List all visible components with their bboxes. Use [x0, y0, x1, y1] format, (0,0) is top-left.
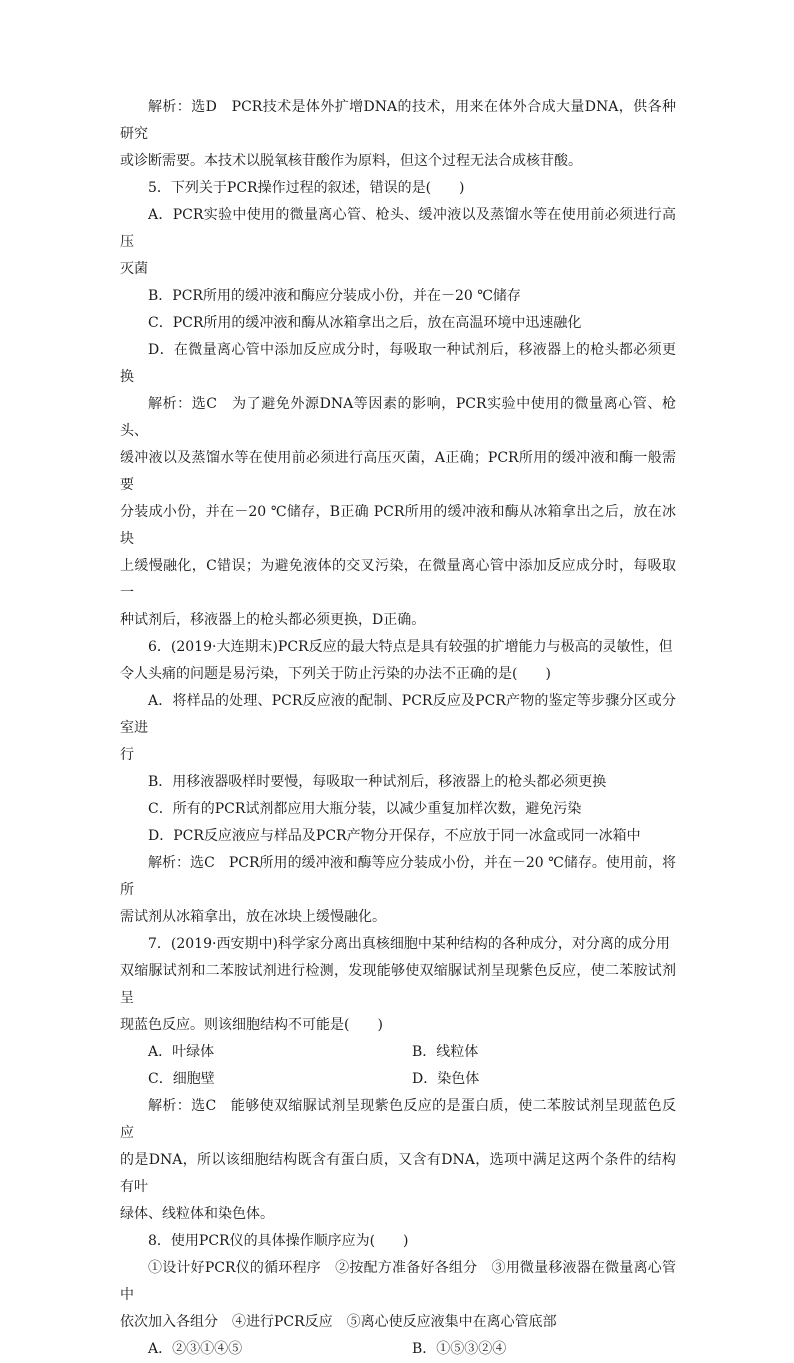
line-q5-a1: A．PCR实验中使用的微量离心管、枪头、缓冲液以及蒸馏水等在使用前必须进行高压 — [120, 207, 676, 250]
option-item: D．染色体 — [412, 1071, 480, 1087]
line-ana5-l2: 缓冲液以及蒸馏水等在使用前必须进行高压灭菌，A正确；PCR所用的缓冲液和酶一般需要 — [120, 450, 676, 493]
line-ana5-l5: 种试剂后，移液器上的枪头都必须更换，D正确。 — [120, 612, 426, 628]
option-item: B．线粒体 — [412, 1044, 479, 1060]
text-block-1 — [120, 94, 676, 1039]
line-ana5-l3: 分装成小份，并在－20 ℃储存，B正确 PCR所用的缓冲液和酶从冰箱拿出之后，放在冰块 — [120, 504, 676, 547]
line-q5-b: B．PCR所用的缓冲液和酶应分装成小份，并在－20 ℃储存 — [148, 288, 521, 304]
option-item: A．叶绿体 — [148, 1044, 215, 1060]
option-row — [120, 1336, 676, 1363]
line-q6-d: D．PCR反应液应与样品及PCR产物分开保存，不应放于同一冰盒或同一冰箱中 — [148, 828, 641, 844]
line-q6-l2: 令人头痛的问题是易污染，下列关于防止污染的办法不正确的是( ) — [120, 666, 551, 682]
line-ana7-l2: 的是DNA，所以该细胞结构既含有蛋白质，又含有DNA，选项中满足这两个条件的结构有叶 — [120, 1152, 676, 1195]
line-ana4-l2: 或诊断需要。本技术以脱氧核苷酸作为原料，但这个过程无法合成核苷酸。 — [120, 153, 582, 169]
line-q8-s1: ①设计好PCR仪的循环程序 ②按配方准备好各组分 ③用微量移液器在微量离心管中 — [120, 1260, 676, 1303]
line-ana4-l1: 解析：选D PCR技术是体外扩增DNA的技术，用来在体外合成大量DNA，供各种研究 — [120, 99, 676, 142]
option-row — [120, 1066, 676, 1093]
line-q8: 8．使用PCR仪的具体操作顺序应为( ) — [148, 1233, 409, 1249]
text-block-2 — [120, 1093, 676, 1336]
option-item: B．①⑤③②④ — [412, 1341, 507, 1357]
line-q5-d: D．在微量离心管中添加反应成分时，每吸取一种试剂后，移液器上的枪头都必须更换 — [120, 342, 676, 385]
line-q6-l1: 6．(2019·大连期末)PCR反应的最大特点是具有较强的扩增能力与极高的灵敏性，但 — [148, 639, 673, 655]
option-row — [120, 1039, 676, 1066]
line-q6-c: C．所有的PCR试剂都应用大瓶分装，以减少重复加样次数，避免污染 — [148, 801, 582, 817]
line-ana6-l1: 解析：选C PCR所用的缓冲液和酶等应分装成小份，并在－20 ℃储存。使用前，将所 — [120, 855, 676, 898]
line-q6-a2: 行 — [120, 747, 134, 763]
option-item: A．②③①④⑤ — [148, 1341, 243, 1357]
line-q5-c: C．PCR所用的缓冲液和酶从冰箱拿出之后，放在高温环境中迅速融化 — [148, 315, 582, 331]
line-ana7-l3: 绿体、线粒体和染色体。 — [120, 1206, 274, 1222]
option-item: C．细胞壁 — [148, 1071, 215, 1087]
line-ana7-l1: 解析：选C 能够使双缩脲试剂呈现紫色反应的是蛋白质，使二苯胺试剂呈现蓝色反应 — [120, 1098, 676, 1141]
line-q7-l3: 现蓝色反应。则该细胞结构不可能是( ) — [120, 1017, 383, 1033]
document-content — [120, 94, 676, 1363]
line-q5-a2: 灭菌 — [120, 261, 148, 277]
line-q6-b: B．用移液器吸样时要慢，每吸取一种试剂后，移液器上的枪头都必须更换 — [148, 774, 607, 790]
line-q7-l2: 双缩脲试剂和二苯胺试剂进行检测，发现能够使双缩脲试剂呈现紫色反应，使二苯胺试剂呈 — [120, 963, 676, 1006]
line-q6-a1: A．将样品的处理、PCR反应液的配制、PCR反应及PCR产物的鉴定等步骤分区或分室进 — [120, 693, 676, 736]
line-q7-l1: 7．(2019·西安期中)科学家分离出真核细胞中某种结构的各种成分，对分离的成分用 — [148, 936, 670, 952]
q7-options — [120, 1039, 676, 1093]
line-ana5-l1: 解析：选C 为了避免外源DNA等因素的影响，PCR实验中使用的微量离心管、枪头、 — [120, 396, 676, 439]
line-q8-s2: 依次加入各组分 ④进行PCR反应 ⑤离心使反应液集中在离心管底部 — [120, 1314, 557, 1330]
line-ana6-l2: 需试剂从冰箱拿出，放在冰块上缓慢融化。 — [120, 909, 386, 925]
line-q5: 5．下列关于PCR操作过程的叙述，错误的是( ) — [148, 180, 465, 196]
q8-options — [120, 1336, 676, 1363]
line-ana5-l4: 上缓慢融化，C错误；为避免液体的交叉污染，在微量离心管中添加反应成分时，每吸取一 — [120, 558, 676, 601]
